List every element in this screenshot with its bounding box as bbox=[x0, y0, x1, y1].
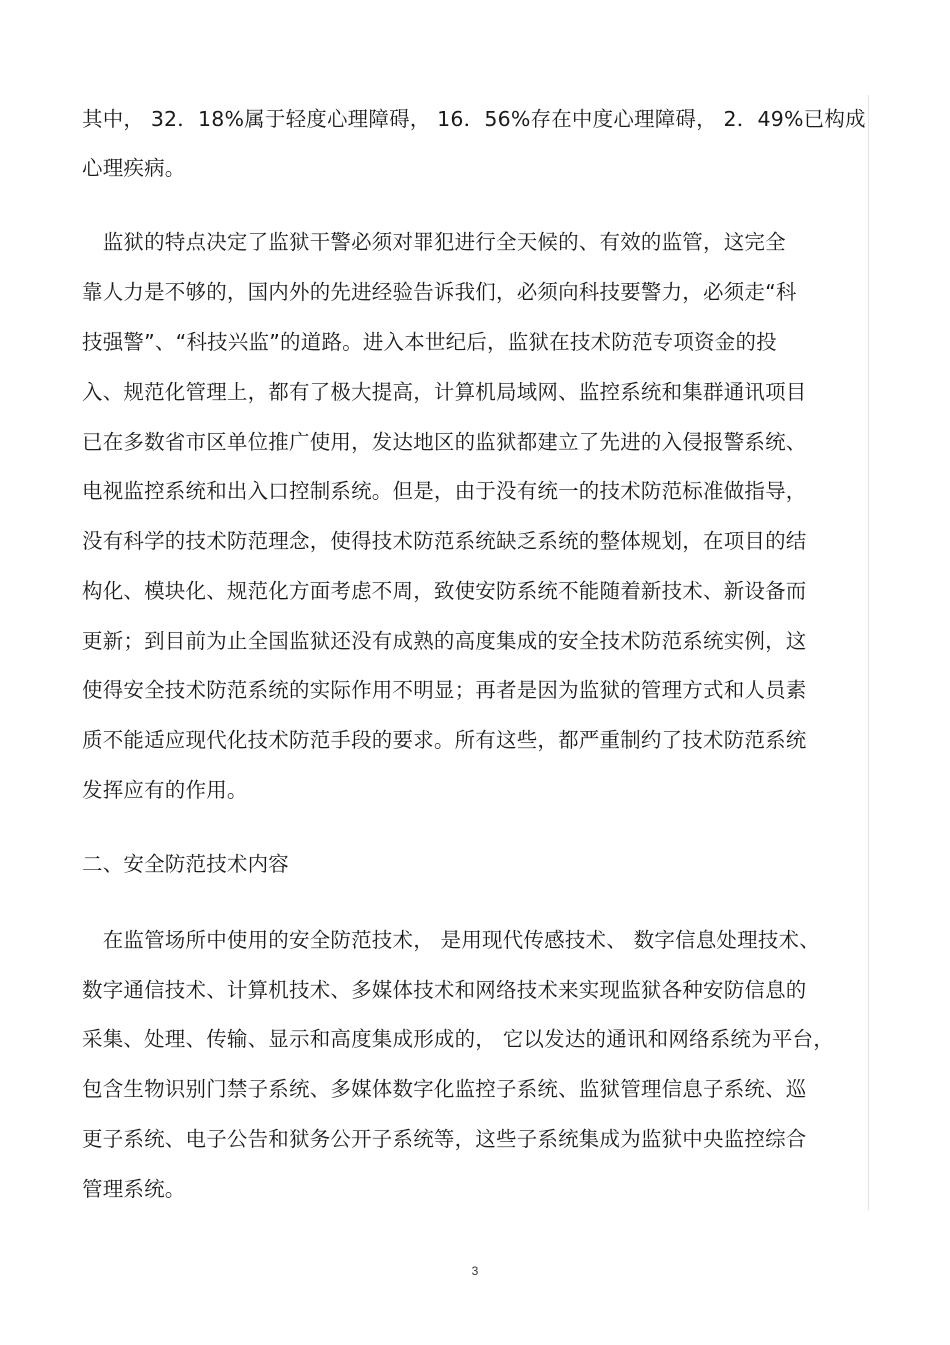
text-line: 技强警”、“科技兴监”的道路。进入本世纪后，监狱在技术防范专项资金的投 bbox=[82, 330, 777, 354]
text-line: 管理系统。 bbox=[82, 1177, 186, 1201]
text-line: 发挥应有的作用。 bbox=[82, 778, 248, 802]
text-line: 数字通信技术、计算机技术、多媒体技术和网络技术来实现监狱各种安防信息的 bbox=[82, 978, 807, 1002]
text-line: 没有科学的技术防范理念，使得技术防范系统缺乏系统的整体规划，在项目的结 bbox=[82, 529, 807, 553]
text-line: 包含生物识别门禁子系统、多媒体数字化监控子系统、监狱管理信息子系统、巡 bbox=[82, 1077, 807, 1101]
text-line: 更新；到目前为止全国监狱还没有成熟的高度集成的安全技术防范系统实例，这 bbox=[82, 629, 807, 653]
text-line: 采集、处理、传输、显示和高度集成形成的， 它以发达的通讯和网络系统为平台， bbox=[82, 1027, 834, 1051]
page-margin-rule bbox=[868, 95, 869, 1210]
text-line: 靠人力是不够的，国内外的先进经验告诉我们，必须向科技要警力，必须走“科 bbox=[82, 280, 797, 304]
text-line: 电视监控系统和出入口控制系统。但是，由于没有统一的技术防范标准做指导， bbox=[82, 479, 807, 503]
text-line: 在监管场所中使用的安全防范技术， 是用现代传感技术、 数字信息处理技术、 bbox=[82, 928, 820, 952]
text-line: 使得安全技术防范系统的实际作用不明显；再者是因为监狱的管理方式和人员素 bbox=[82, 678, 807, 702]
text-line: 更子系统、电子公告和狱务公开子系统等，这些子系统集成为监狱中央监控综合 bbox=[82, 1127, 807, 1151]
text-line: 入、规范化管理上，都有了极大提高，计算机局域网、监控系统和集群通讯项目 bbox=[82, 380, 807, 404]
text-line: 心理疾病。 bbox=[82, 156, 186, 180]
text-line: 监狱的特点决定了监狱干警必须对罪犯进行全天候的、有效的监管，这完全 bbox=[82, 230, 786, 254]
text-line: 质不能适应现代化技术防范手段的要求。所有这些，都严重制约了技术防范系统 bbox=[82, 728, 807, 752]
text-line: 其中， 32．18%属于轻度心理障碍， 16．56%存在中度心理障碍， 2．49%已构成 bbox=[82, 107, 866, 131]
text-line: 已在多数省市区单位推广使用，发达地区的监狱都建立了先进的入侵报警系统、 bbox=[82, 430, 807, 454]
section-heading: 二、安全防范技术内容 bbox=[82, 852, 289, 876]
page-number: 3 bbox=[471, 1264, 479, 1278]
text-line: 构化、模块化、规范化方面考虑不周，致使安防系统不能随着新技术、新设备而 bbox=[82, 579, 807, 603]
